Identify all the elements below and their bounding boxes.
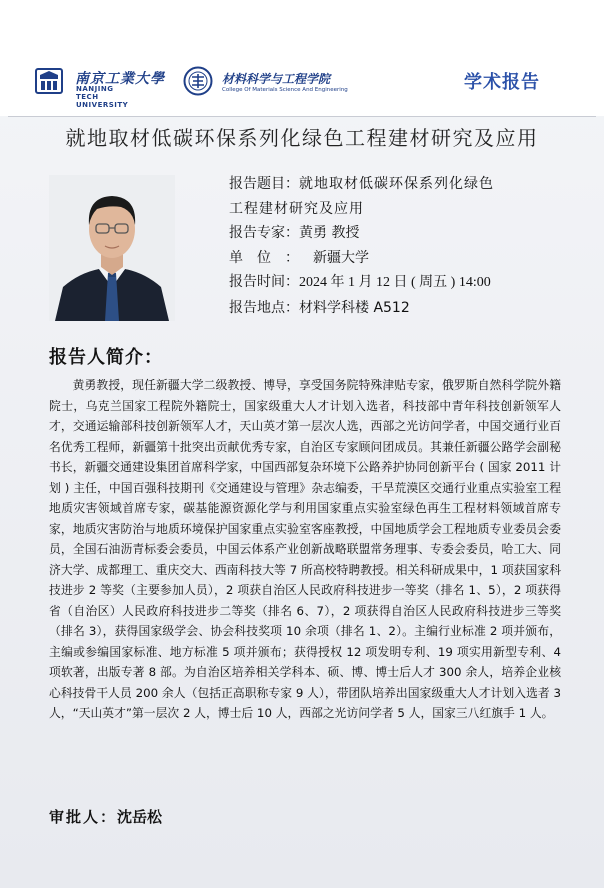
report-info bbox=[229, 172, 569, 320]
location-row bbox=[229, 296, 569, 321]
college-name-cn: 材料科学与工程学院 bbox=[222, 72, 331, 86]
unit-row bbox=[229, 246, 569, 271]
college-logo-icon bbox=[183, 66, 213, 96]
location-value: 材料学科楼 A512 bbox=[299, 299, 410, 316]
speaker-label: 报告专家： bbox=[229, 225, 299, 241]
page-title: 就地取材低碳环保系列化绿色工程建材研究及应用 bbox=[65, 126, 539, 150]
header-divider bbox=[8, 116, 596, 117]
approver-name: 沈岳松 bbox=[117, 808, 163, 826]
location-label: 报告地点： bbox=[229, 299, 299, 316]
unit-label: 单位： bbox=[229, 249, 313, 266]
time-row bbox=[229, 270, 569, 296]
speaker-photo bbox=[49, 175, 175, 321]
bio-text: 黄勇教授，现任新疆大学二级教授、博导，享受国务院特殊津贴专家，俄罗斯自然科学院外籍院士，乌克兰国家工程院外籍院士，国家级重大人才计划入选者，科技部中青年科技创新领军人才，交通运输部科技创新领军人才，天山英才第一层次人选，西部之光访问学者，中国交通行业百名优秀工程师，新疆第十批突出贡献优秀专家，自治区专家顾问团成员。其兼任新疆公路学会副秘书长，新疆交通建设集团首席科学家，中国西部复杂环境下公路养护协同创新平台 ( 国家 2011 计划 ) 主任，中国百强科技期刊《交通建设与管理》杂志编委，干旱荒漠区交通行业重点实验室工程地质灾害领域首席专家，碳基能源资源化学与利用国家重点实验室绿色再生工程材料领域首席专家，地质灾害防治与地质环境保护国家重点实验室客座教授，中国地质学会工程地质专业委员会委员，全国石油沥青标委会委员，中国云体系产业创新战略联盟常务理事、专委会委员，哈工大、同济大学、成都理工、重庆交大、西南科技大等 7 所高校特聘教授。相关科研成果中，1 项获国家科技进步 2 等奖（主要参加人员），2 项获自治区人民政府科技进步一等奖（排名 1、5），2 项获得省（自治区）人民政府科技进步二等奖（排名 6、7），2 项获得自治区人民政府科技进步三等奖（排名 3），获得国家级学会、协会科技奖项 10 余项（排名 1、2）。主编行业标准 2 项并颁布，主编或参编国家标准、地方标准 5 项并颁布；获得授权 12 项发明专利、19 项实用新型专利、4 项软著，出版专著 8 部。为自治区培养相关学科本、硕、博、博士后人才 300 余人，培养企业核心科技骨干人员 200 余人（包括正高职称专家 9 人），带团队培养出国家级重大人才计划入选者 3 人，“天山英才”第一层次 2 人，博士后 10 人，西部之光访问学者 5 人，国家三八红旗手 1 人。 bbox=[49, 378, 561, 720]
time-label: 报告时间： bbox=[229, 274, 299, 290]
approver bbox=[49, 806, 162, 827]
approver-label: 审批人： bbox=[49, 808, 118, 826]
university-name-cn: 南京工業大學 bbox=[75, 71, 165, 87]
time-value: 2024 年 1 月 12 日 ( 周五 ) 14:00 bbox=[299, 275, 491, 290]
bio-heading: 报告人简介： bbox=[49, 347, 163, 368]
unit-value: 新疆大学 bbox=[313, 249, 369, 266]
topic-row bbox=[229, 172, 569, 197]
topic-value-line1: 就地取材低碳环保系列化绿色 bbox=[299, 176, 494, 192]
university-logo-icon bbox=[35, 66, 63, 96]
speaker-value: 黄勇 教授 bbox=[299, 225, 360, 241]
topic-value-line2: 工程建材研究及应用 bbox=[229, 200, 364, 217]
topic-label: 报告题目： bbox=[229, 176, 299, 192]
report-type-label: 学术报告 bbox=[464, 72, 540, 93]
university-name-en: NANJING TECH UNIVERSITY bbox=[76, 85, 129, 109]
college-name-en: College Of Materials Science And Engineering bbox=[222, 87, 348, 93]
speaker-row bbox=[229, 221, 569, 246]
header-banner bbox=[0, 0, 604, 116]
